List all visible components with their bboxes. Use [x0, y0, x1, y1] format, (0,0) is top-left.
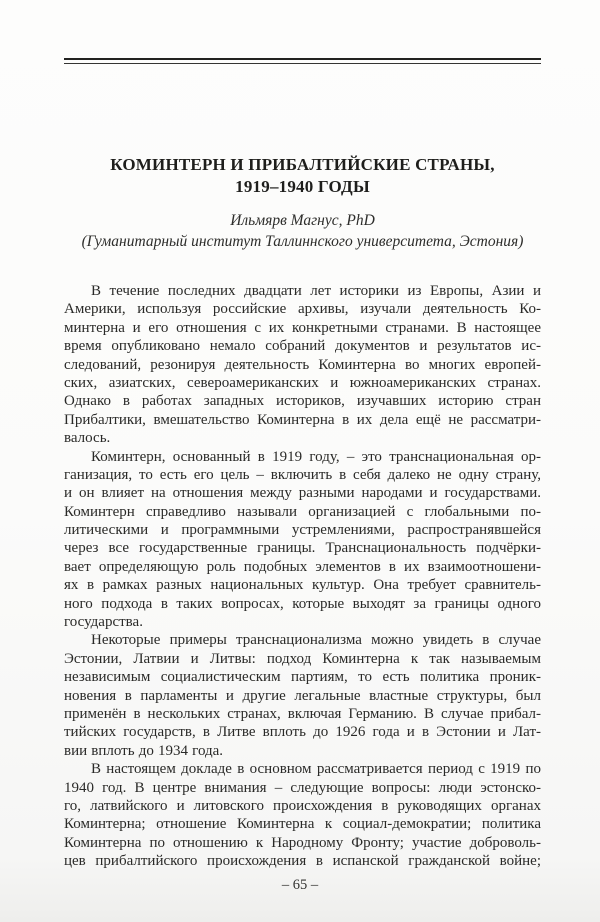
text-line: Эстонии, Латвии и Литвы: подход Коминтерна к так называемым [64, 650, 541, 667]
text-line: вии вплоть до 1934 года. [64, 742, 224, 759]
text-line: Коминтерна по отношению к Народному Фронту; участие доброволь- [64, 834, 541, 851]
text-line: Коминтерн, основанный в 1919 году, – это транснациональная ор- [91, 448, 541, 465]
page-number: – 65 – [281, 877, 319, 893]
text-line: Коминтерна; отношение Коминтерна к социал-демократии; политика [64, 816, 541, 833]
text-line: новения в парламенты и другие легальные властные структуры, был [64, 687, 541, 704]
author-name: Ильмярв Магнус, PhD [230, 212, 375, 229]
text-line: ях в рамках разных национальных культур. Она требует сравнитель- [64, 577, 541, 594]
text-line: государства. [64, 614, 143, 631]
text-line: цев прибалтийского происхождения в испанской гражданской войне; [64, 853, 541, 870]
text-line: литическими и программными устремлениями, распространявшейся [64, 522, 541, 539]
header-double-rule [64, 58, 541, 64]
text-line: В настоящем докладе в основном рассматривается период с 1919 по [91, 761, 541, 778]
text-line: 1940 год. В центре внимания – следующие вопросы: люди эстонско- [64, 779, 541, 796]
text-line: Некоторые примеры транснационализма можно увидеть в случае [91, 632, 541, 649]
text-line: независимым социалистическим партиям, то есть политика проник- [64, 669, 541, 686]
text-line: го, латвийского и литовского происхождения в руководящих органах [64, 797, 541, 814]
article-body [64, 282, 541, 871]
article-title-line1: КОМИНТЕРН И ПРИБАЛТИЙСКИЕ СТРАНЫ, [110, 155, 495, 174]
author-affiliation: (Гуманитарный институт Таллиннского университета, Эстония) [81, 232, 524, 250]
text-line: Однако в работах западных историков, изучавших историю стран [64, 393, 541, 410]
text-line: применён в нескольких странах, включая Германию. В случае прибал- [64, 705, 541, 722]
text-line: валось. [64, 430, 111, 447]
text-line: ганизация, то есть его цель – включить в себя далеко не одну страну, [64, 466, 541, 483]
text-line: Прибалтики, вмешательство Коминтерна в их дела ещё не рассматри- [64, 411, 541, 428]
text-line: ских, азиатских, североамериканских и южноамериканских странах. [64, 374, 541, 391]
text-line: и он влияет на отношения между разными народами и государствами. [64, 485, 541, 502]
article-title [64, 154, 541, 197]
text-line: следований, резонируя деятельность Коминтерна во многих европей- [64, 356, 541, 373]
text-line: ного подхода в таких вопросах, которые выходят за границы одного [64, 595, 541, 612]
text-line: время опубликовано немало собраний документов и результатов ис- [64, 338, 541, 355]
text-line: тийских государств, в Литве вплоть до 1926 года и в Эстонии и Лат- [64, 724, 541, 741]
byline [34, 211, 571, 252]
text-line: минтерна и его отношения с их конкретными странами. В настоящее [64, 319, 541, 336]
article-title-line2: 1919–1940 ГОДЫ [235, 176, 370, 196]
text-line: через все государственные границы. Транснациональность подчёрки- [64, 540, 541, 557]
text-line: вает определяющую роль подобных элементов в их взаимоотношени- [64, 558, 541, 575]
text-line: Америки, используя российские архивы, изучали деятельность Ко- [64, 301, 541, 318]
text-line: Коминтерн справедливо называли организацией с глобальными по- [64, 503, 541, 520]
text-line: В течение последних двадцати лет историки из Европы, Азии и [91, 283, 541, 299]
